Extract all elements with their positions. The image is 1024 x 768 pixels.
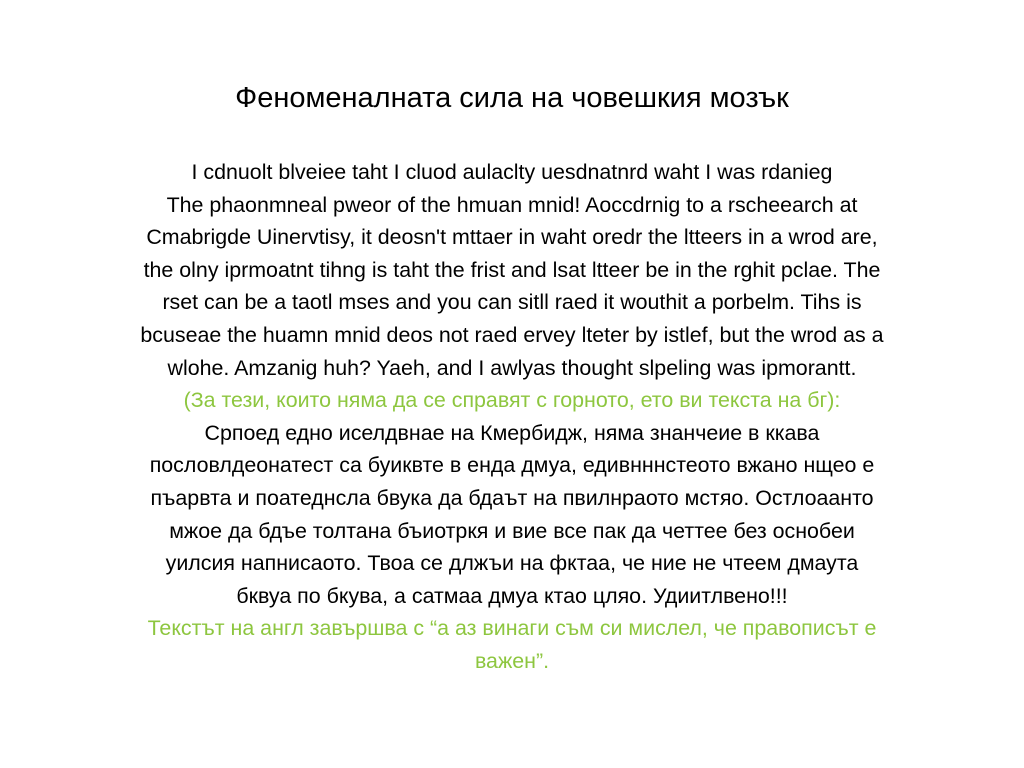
slide-body — [52, 156, 972, 678]
body-line: уилсия напнисаото. Твоа се длжъи на фктаа, че ние не чтеем дмаута — [165, 551, 859, 576]
body-line: пъарвта и поатеднсла бвука да бдаът на пвилнраото мстяо. Остлоаанто — [150, 485, 874, 510]
body-line: бквуа по бкува, а сатмаа дмуа ктао цляо. Удиитлвено!!! — [236, 583, 788, 608]
body-line-note: (За тези, които няма да се справят с горното, ето ви текста на бг): — [183, 388, 841, 413]
body-line-note: важен”. — [474, 648, 550, 673]
slide-title: Феноменалната сила на човешкия мозък — [235, 82, 789, 114]
body-line: the olny iprmoatnt tihng is taht the frist and lsat ltteer be in the rghit pclae. The — [143, 257, 881, 282]
body-line: I cdnuolt blveiee taht I cluod aulaclty uesdnatnrd waht I was rdanieg — [191, 160, 833, 184]
body-line: The phaonmneal pweor of the hmuan mnid! Aoccdrnig to a rscheearch at — [166, 192, 858, 217]
body-line: bcuseae the huamn mnid deos not raed ervey lteter by istlef, but the wrod as a — [140, 322, 884, 347]
body-line: Српоед едно иселдвнае на Кмербидж, няма знанчеие в ккава — [204, 420, 820, 445]
body-line: rset can be a taotl mses and you can sitll raed it wouthit a porbelm. Tihs is — [162, 290, 862, 315]
body-line: пословлдеонатест са буиквте в енда дмуа, едивнннстеото вжано нщео е — [149, 453, 875, 478]
body-line: Cmabrigde Uinervtisy, it deosn't mttaer in waht oredr the ltteers in a wrod are, — [146, 225, 878, 250]
body-line: wlohe. Amzanig huh? Yaeh, and I awlyas thought slpeling was ipmorantt. — [167, 355, 857, 380]
body-line-note: Текстът на англ завършва с “а аз винаги съм си мислел, че правописът е — [147, 616, 877, 641]
body-line: мжое да бдъе толтана бъиотркя и вие все пак да четтее без оснобеи — [169, 518, 855, 543]
